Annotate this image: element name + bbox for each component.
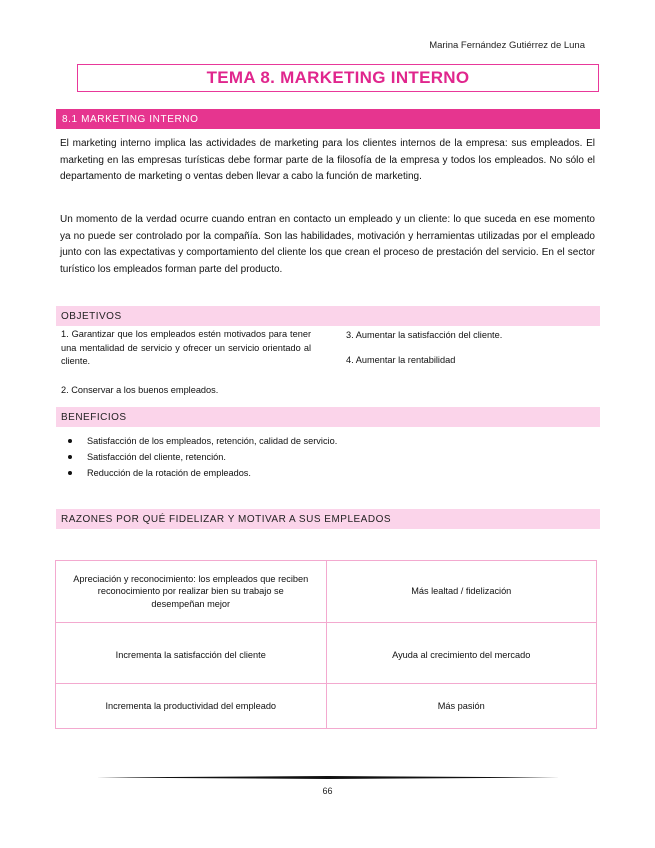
razones-heading-bar [56, 509, 600, 529]
beneficio-text: Satisfacción del cliente, retención. [87, 452, 226, 462]
beneficio-text: Satisfacción de los empleados, retención, calidad de servicio. [87, 436, 338, 446]
paragraph-1: El marketing interno implica las actividades de marketing para los clientes internos de la empresa: sus empleados. El marketing en las empresas turísticas debe formar parte de la filosofía de la empresa y todos los empleados. No sólo el departamento de marketing o ventas deben llevar a cabo la función de marketing. [60, 138, 595, 182]
objetivo-3: 3. Aumentar la satisfacción del cliente. [346, 330, 503, 340]
footer-divider [96, 776, 560, 779]
objetivo-4: 4. Aumentar la rentabilidad [346, 355, 456, 365]
list-item [68, 465, 337, 481]
page-number: 66 [322, 786, 333, 796]
objetivos-heading-bar [56, 306, 600, 326]
bullet-icon [68, 471, 72, 475]
beneficios-heading-bar [56, 407, 600, 427]
author-name: Marina Fernández Gutiérrez de Luna [429, 40, 585, 51]
paragraph-2: Un momento de la verdad ocurre cuando entran en contacto un empleado y un cliente: lo que suceda en ese momento ya no puede ser controlado por la compañía. Son las habilidades, motivación y herramientas utilizadas por el empleado junto con las expectativas y comportamiento del cliente los que crean el proceso de prestación del servicio. En el sector turístico los empleados forman parte del producto. [60, 214, 595, 275]
section-heading-bar [56, 109, 600, 129]
list-item [68, 449, 337, 465]
list-item [68, 433, 337, 449]
table-cell: Más lealtad / fidelización [326, 561, 597, 623]
chapter-title-box [77, 64, 599, 92]
table-cell: Apreciación y reconocimiento: los empleados que reciben reconocimiento por realizar bien su trabajo se desempeñan mejor [56, 561, 327, 623]
objetivos-heading: OBJETIVOS [61, 310, 122, 322]
objetivo-1: 1. Garantizar que los empleados estén motivados para tener una mentalidad de servicio y ofrecer un servicio orientado al cliente. [61, 329, 311, 366]
bullet-icon [68, 439, 72, 443]
section-heading: 8.1 MARKETING INTERNO [62, 113, 199, 125]
table-row [56, 623, 597, 684]
table-row [56, 684, 597, 729]
objetivo-2: 2. Conservar a los buenos empleados. [61, 385, 219, 395]
beneficios-list [68, 433, 337, 481]
bullet-icon [68, 455, 72, 459]
razones-heading: RAZONES POR QUÉ FIDELIZAR Y MOTIVAR A SUS EMPLEADOS [61, 513, 392, 525]
table-cell: Ayuda al crecimiento del mercado [326, 623, 597, 684]
razones-table [55, 560, 597, 729]
table-row [56, 561, 597, 623]
chapter-title: TEMA 8. MARKETING INTERNO [206, 68, 470, 87]
table-cell: Incrementa la satisfacción del cliente [56, 623, 327, 684]
table-cell: Incrementa la productividad del empleado [56, 684, 327, 729]
beneficio-text: Reducción de la rotación de empleados. [87, 468, 251, 478]
beneficios-heading: BENEFICIOS [61, 411, 127, 423]
table-cell: Más pasión [326, 684, 597, 729]
